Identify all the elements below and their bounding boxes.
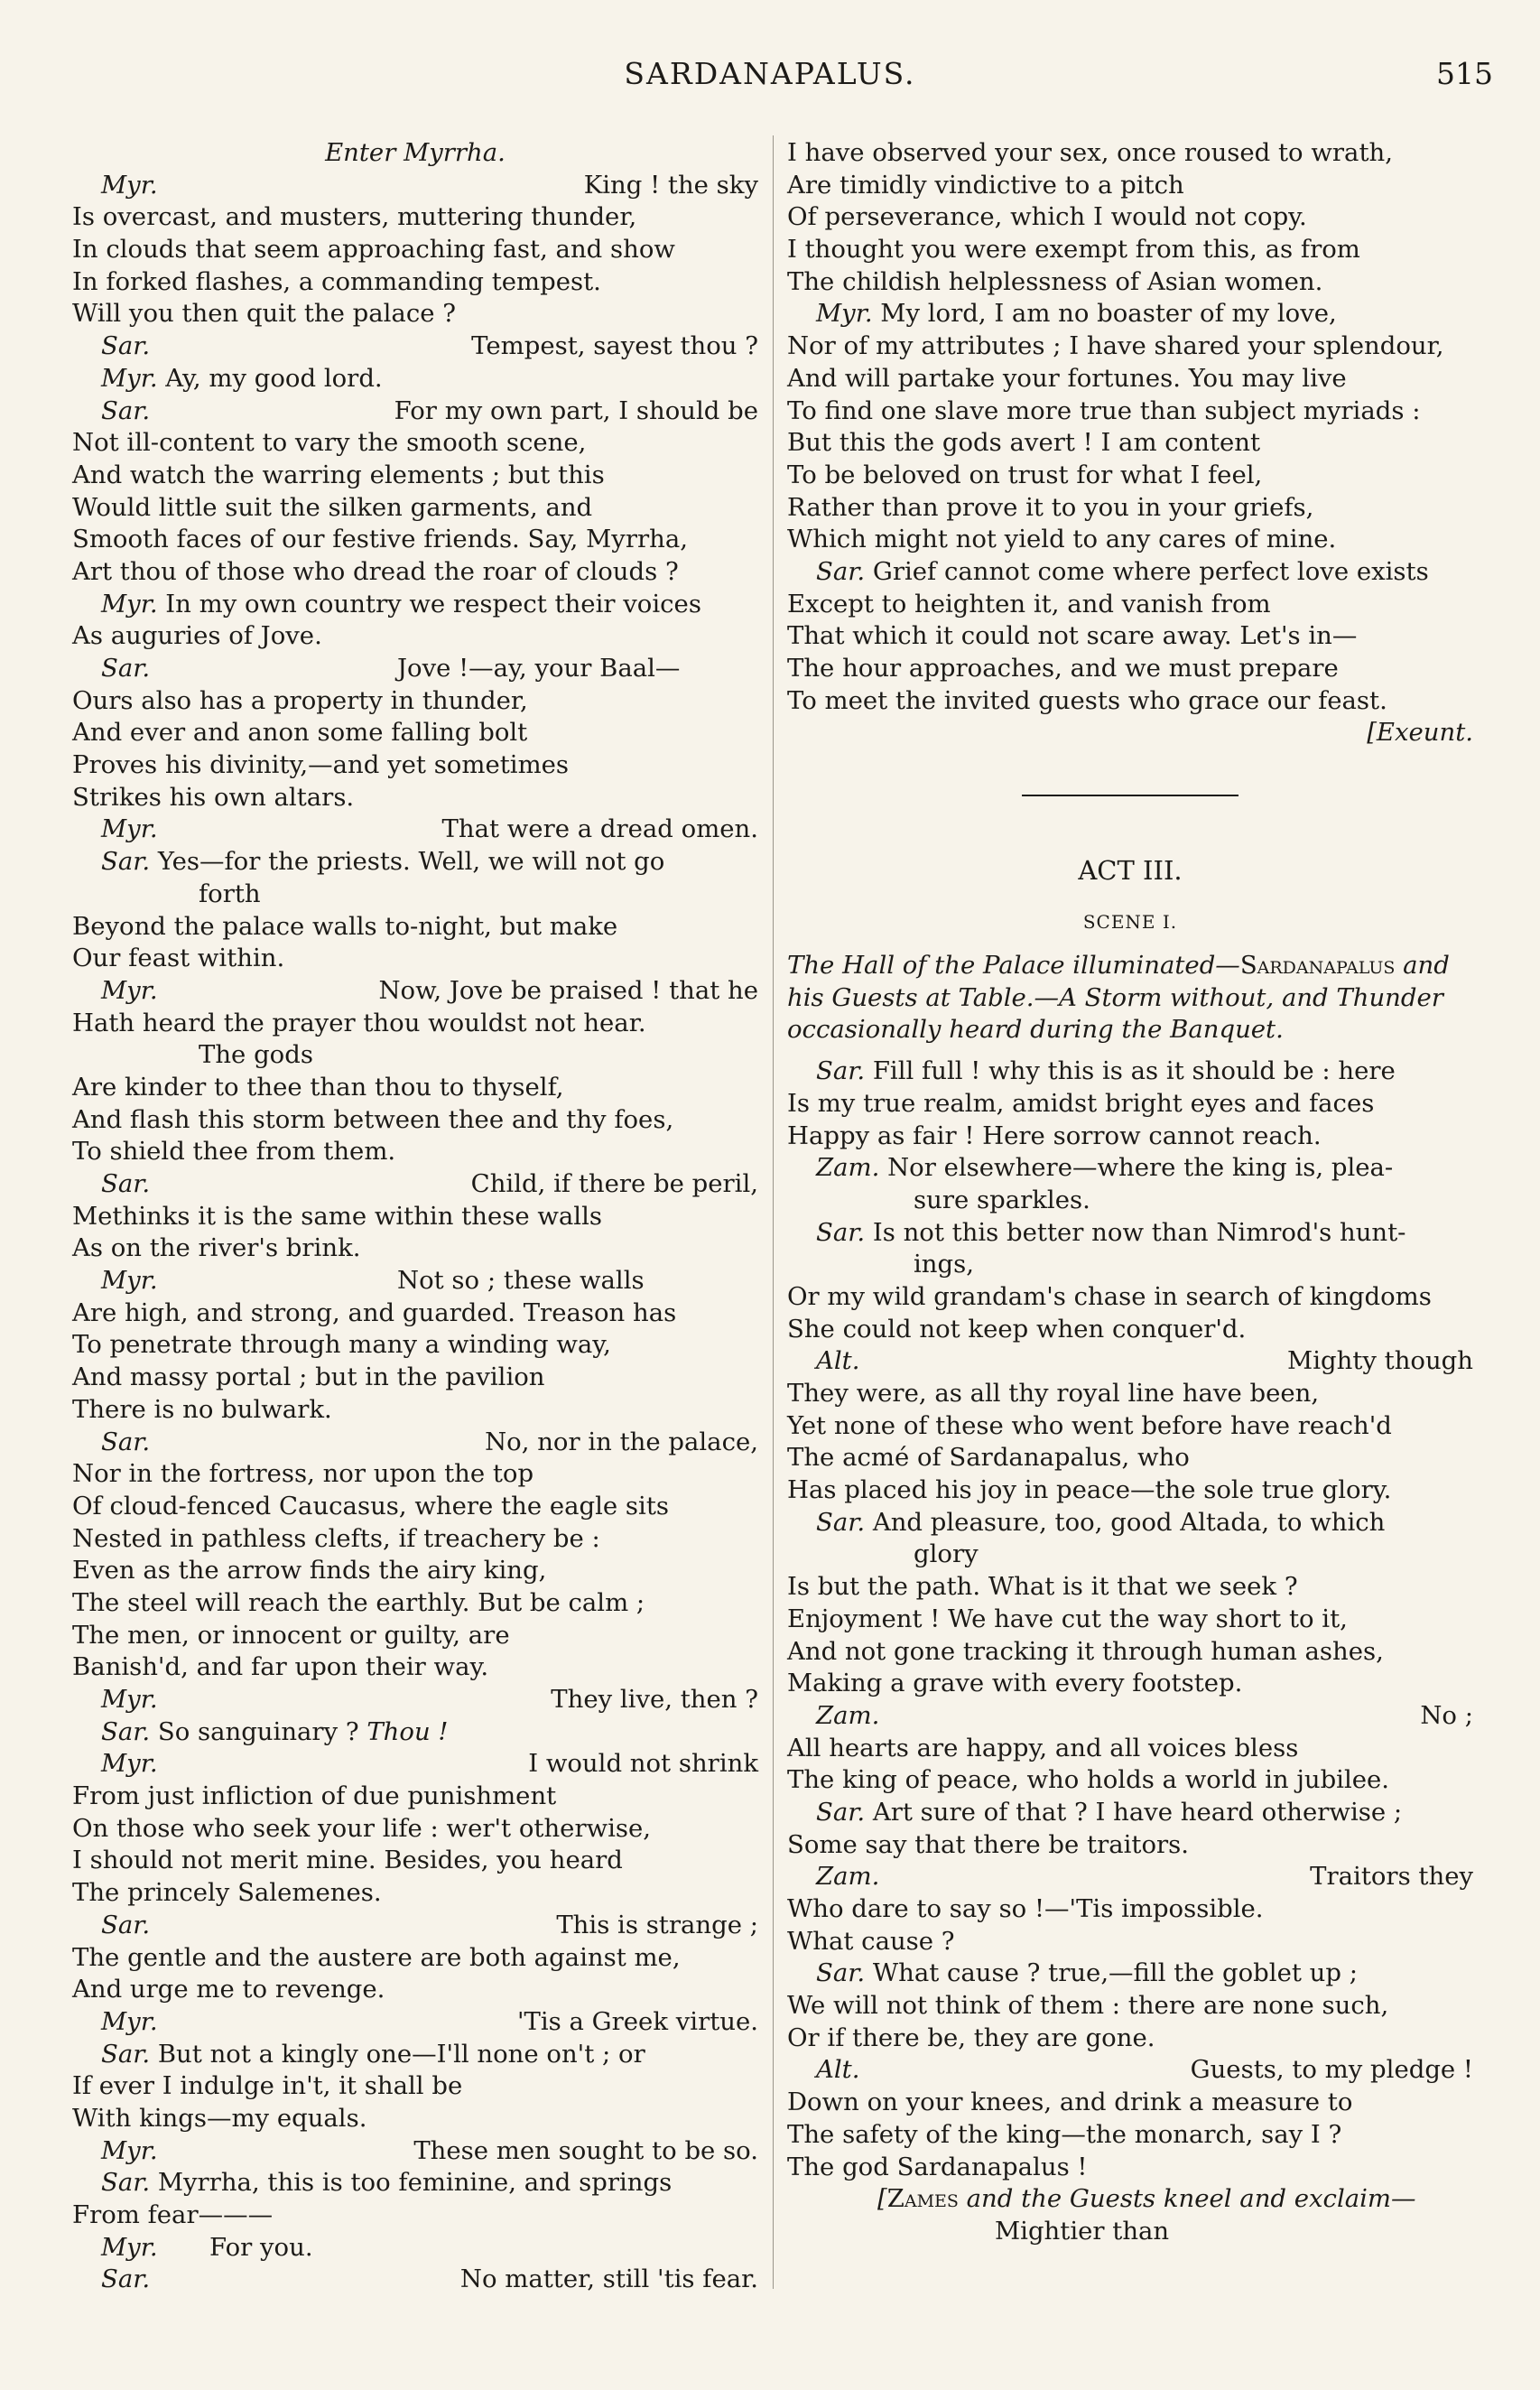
verse-line: To penetrate through many a winding way, bbox=[72, 1330, 611, 1360]
verse-line bbox=[72, 2167, 758, 2199]
verse-line bbox=[72, 1265, 758, 1297]
verse-line: The steel will reach the earthly. But be calm ; bbox=[72, 1587, 645, 1617]
speaker-name: Sar. bbox=[816, 1217, 866, 1247]
speech-text: King ! the sky bbox=[583, 170, 758, 200]
speech-text: No, nor in the palace, bbox=[485, 1427, 758, 1456]
verse-line: The king of peace, who holds a world in jubilee. bbox=[787, 1765, 1390, 1795]
speaker-name: Sar. bbox=[101, 1716, 151, 1746]
speech-text: For you. bbox=[209, 2232, 313, 2262]
verse-line: Rather than prove it to you in your griefs, bbox=[787, 492, 1314, 522]
verse-line bbox=[72, 2006, 758, 2039]
verse-line: Proves his divinity,—and yet sometimes bbox=[72, 750, 570, 780]
verse-line bbox=[72, 589, 758, 621]
verse-line: Enjoyment ! We have cut the way short to it, bbox=[787, 1604, 1348, 1633]
verse-line: Are timidly vindictive to a pitch bbox=[787, 170, 1184, 200]
verse-line bbox=[72, 653, 758, 685]
verse-line: And ever and anon some falling bolt bbox=[72, 718, 528, 748]
verse-line: Mightier than bbox=[995, 2216, 1170, 2246]
verse-line: Beyond the palace walls to-night, but make bbox=[72, 911, 618, 941]
speech-text: In my own country we respect their voices bbox=[157, 589, 701, 618]
scene-title: SCENE I. bbox=[1082, 911, 1178, 934]
speaker-name: Myr. bbox=[101, 2232, 158, 2262]
verse-line: The princely Salemenes. bbox=[72, 1878, 382, 1908]
verse-line: Yet none of these who went before have reach'd bbox=[787, 1410, 1392, 1440]
verse-line bbox=[72, 330, 758, 363]
verse-line: forth bbox=[199, 879, 261, 908]
verse-line: Down on your knees, and drink a measure to bbox=[787, 2088, 1353, 2117]
speech-text: No ; bbox=[1420, 1700, 1473, 1730]
column-divider bbox=[773, 135, 774, 2289]
verse-line: She could not keep when conquer'd. bbox=[787, 1314, 1247, 1344]
verse-line: ings, bbox=[914, 1250, 974, 1279]
act-title: ACT III. bbox=[1078, 855, 1183, 887]
verse-line: Nor in the fortress, nor upon the top bbox=[72, 1459, 534, 1489]
speech-text: So sanguinary ? bbox=[150, 1716, 367, 1746]
verse-line: Art thou of those who dread the roar of clouds ? bbox=[72, 556, 679, 586]
verse-line bbox=[72, 2135, 758, 2168]
verse-line bbox=[72, 170, 758, 202]
verse-line bbox=[72, 2264, 758, 2296]
right-column bbox=[787, 137, 1473, 2248]
speaker-name: Myr. bbox=[101, 1749, 158, 1779]
verse-line: Or if there be, they are gone. bbox=[787, 2023, 1155, 2052]
verse-line: From just infliction of due punishment bbox=[72, 1781, 557, 1811]
stage-direction-part2: and his Guests at Table.—A Storm without, and Thunder occasionally heard during the Banquet. bbox=[787, 951, 1450, 1045]
page-header bbox=[0, 56, 1540, 101]
speech-text: Now, Jove be praised ! that he bbox=[378, 975, 758, 1005]
verse-line bbox=[72, 846, 758, 879]
verse-line bbox=[72, 814, 758, 846]
speech-text: Nor elsewhere—where the king is, plea- bbox=[879, 1153, 1394, 1183]
verse-line: Ours also has a property in thunder, bbox=[72, 685, 528, 715]
verse-line: And massy portal ; but in the pavilion bbox=[72, 1362, 545, 1392]
verse-line: To meet the invited guests who grace our feast. bbox=[787, 685, 1387, 715]
speech-text: And pleasure, too, good Altada, to which bbox=[865, 1507, 1386, 1537]
speaker-name: Myr. bbox=[816, 299, 873, 329]
verse-line: Of cloud-fenced Caucasus, where the eagle sits bbox=[72, 1491, 669, 1520]
right-column-top bbox=[787, 137, 1473, 749]
verse-line: Methinks it is the same within these walls bbox=[72, 1201, 602, 1231]
speech-text: Not so ; these walls bbox=[397, 1266, 645, 1296]
speaker-name: Sar. bbox=[101, 847, 151, 877]
speech-text: Tempest, sayest thou ? bbox=[471, 331, 758, 361]
speech-text: My lord, I am no boaster of my love, bbox=[872, 299, 1337, 329]
stage-direction-part1: The Hall of the Palace illuminated— bbox=[787, 951, 1240, 981]
verse-line bbox=[787, 1700, 1473, 1733]
verse-line: Except to heighten it, and vanish from bbox=[787, 589, 1271, 618]
verse-line: To be beloved on trust for what I feel, bbox=[787, 460, 1263, 489]
verse-line: Are kinder to thee than thou to thyself, bbox=[72, 1072, 564, 1102]
speech-text: Yes—for the priests. Well, we will not go bbox=[150, 847, 665, 877]
verse-line bbox=[787, 1152, 1473, 1185]
verse-line bbox=[787, 556, 1473, 589]
speaker-name: Sar. bbox=[101, 2039, 151, 2069]
verse-line: In clouds that seem approaching fast, and show bbox=[72, 235, 675, 265]
verse-line: Has placed his joy in peace—the sole true glory. bbox=[787, 1475, 1392, 1505]
verse-line: Even as the arrow finds the airy king, bbox=[72, 1556, 547, 1586]
speaker-name: Sar. bbox=[101, 395, 151, 425]
verse-line: What cause ? bbox=[787, 1926, 955, 1956]
verse-line: Strikes his own altars. bbox=[72, 782, 355, 812]
verse-line: Who dare to say so !—'Tis impossible. bbox=[787, 1894, 1264, 1924]
speech-text: They live, then ? bbox=[551, 1685, 758, 1714]
verse-line: Some say that there be traitors. bbox=[787, 1829, 1190, 1859]
verse-line: sure sparkles. bbox=[914, 1185, 1090, 1214]
speech-text: Mighty though bbox=[1287, 1346, 1473, 1376]
verse-line: From fear——— bbox=[72, 2200, 274, 2229]
verse-line bbox=[787, 1958, 1473, 1990]
speaker-name: Myr. bbox=[101, 170, 158, 200]
speech-text: Fill full ! why this is as it should be : here bbox=[865, 1056, 1396, 1086]
verse-line bbox=[787, 1217, 1473, 1250]
verse-line: As on the river's brink. bbox=[72, 1233, 361, 1263]
speaker-name: Myr. bbox=[101, 814, 158, 844]
speech-text: This is strange ; bbox=[556, 1910, 758, 1939]
scene-stage-direction bbox=[787, 950, 1473, 1046]
verse-line: Is overcast, and musters, muttering thunder, bbox=[72, 202, 637, 232]
verse-line: That which it could not scare away. Let's in— bbox=[787, 621, 1358, 651]
verse-line: Will you then quit the palace ? bbox=[72, 299, 456, 329]
verse-line: The childish helplessness of Asian women. bbox=[787, 266, 1323, 296]
speaker-name: Myr. bbox=[101, 2135, 158, 2165]
speech-text: Myrrha, this is too feminine, and springs bbox=[150, 2168, 673, 2198]
running-title: SARDANAPALUS. bbox=[624, 56, 916, 91]
verse-line bbox=[787, 2054, 1473, 2087]
speech-text: 'Tis a Greek virtue. bbox=[516, 2006, 758, 2036]
verse-line: Or my wild grandam's chase in search of kingdoms bbox=[787, 1281, 1432, 1311]
verse-line: And urge me to revenge. bbox=[72, 1975, 385, 2004]
verse-line: If ever I indulge in't, it shall be bbox=[72, 2071, 463, 2101]
verse-line bbox=[72, 395, 758, 428]
verse-line: Hath heard the prayer thou wouldst not hear. bbox=[72, 1008, 646, 1037]
verse-line: Of perseverance, which I would not copy. bbox=[787, 202, 1307, 232]
stage-direction: [Exeunt. bbox=[1367, 718, 1473, 748]
verse-line bbox=[72, 1716, 758, 1749]
verse-line: Is but the path. What is it that we seek ? bbox=[787, 1572, 1298, 1602]
stage-direction-text: and the Guests kneel and exclaim— bbox=[958, 2184, 1416, 2214]
verse-line bbox=[72, 2039, 758, 2071]
verse-line bbox=[72, 1168, 758, 1201]
verse-line bbox=[787, 1345, 1473, 1378]
verse-line: Nor of my attributes ; I have shared your splendour, bbox=[787, 331, 1444, 361]
verse-line: And will partake your fortunes. You may live bbox=[787, 363, 1347, 393]
stage-direction bbox=[787, 2183, 1473, 2216]
speaker-name: Sar. bbox=[816, 556, 866, 586]
speaker-name: Sar. bbox=[816, 1797, 866, 1827]
verse-line: Happy as fair ! Here sorrow cannot reach. bbox=[787, 1121, 1322, 1150]
verse-line: Which might not yield to any cares of mine. bbox=[787, 525, 1337, 554]
left-column bbox=[72, 137, 758, 2296]
verse-line: Banish'd, and far upon their way. bbox=[72, 1652, 489, 1682]
speaker-name: Sar. bbox=[101, 1910, 151, 1939]
verse-line: As auguries of Jove. bbox=[72, 621, 322, 651]
verse-line: Nested in pathless clefts, if treachery be : bbox=[72, 1523, 600, 1553]
speech-text: Jove !—ay, your Baal— bbox=[397, 654, 681, 683]
speech-text: These men sought to be so. bbox=[413, 2135, 758, 2165]
verse-line: They were, as all thy royal line have been, bbox=[787, 1379, 1320, 1409]
speech-text: What cause ? true,—fill the goblet up ; bbox=[865, 1958, 1358, 1988]
verse-line: Smooth faces of our festive friends. Say, Myrrha, bbox=[72, 525, 688, 554]
speaker-name: Myr. bbox=[101, 2006, 158, 2036]
speech-text: Traitors they bbox=[1310, 1862, 1473, 1892]
verse-line: Would little suit the silken garments, and bbox=[72, 492, 593, 522]
speech-text: Grief cannot come where perfect love exists bbox=[865, 556, 1429, 586]
verse-line bbox=[787, 1507, 1473, 1539]
verse-line: The god Sardanapalus ! bbox=[787, 2152, 1088, 2181]
verse-line: Our feast within. bbox=[72, 944, 285, 973]
speech-text: Child, if there be peril, bbox=[470, 1169, 758, 1198]
verse-line: The men, or innocent or guilty, are bbox=[72, 1620, 510, 1650]
verse-line bbox=[72, 1748, 758, 1781]
verse-line: But this the gods avert ! I am content bbox=[787, 428, 1261, 458]
speaker-name: Sar. bbox=[101, 331, 151, 361]
verse-line: Not ill-content to vary the smooth scene, bbox=[72, 428, 587, 458]
verse-line: Is my true realm, amidst bright eyes and faces bbox=[787, 1088, 1375, 1118]
speaker-name: Sar. bbox=[101, 654, 151, 683]
verse-line: glory bbox=[914, 1539, 979, 1569]
verse-line: With kings—my equals. bbox=[72, 2103, 367, 2133]
speaker-name: Myr. bbox=[101, 1685, 158, 1714]
speaker-name: Zam. bbox=[816, 1862, 880, 1892]
verse-line: Making a grave with every footstep. bbox=[787, 1669, 1243, 1698]
bracket: [ bbox=[877, 2184, 887, 2214]
verse-line: I have observed your sex, once roused to wrath, bbox=[787, 138, 1393, 167]
speaker-name: Myr. bbox=[101, 363, 158, 393]
verse-line: I thought you were exempt from this, as from bbox=[787, 235, 1360, 265]
speech-text: Ay, my good lord. bbox=[157, 363, 383, 393]
verse-line: On those who seek your life : wer't otherwise, bbox=[72, 1813, 652, 1843]
speaker-name: Sar. bbox=[101, 1427, 151, 1456]
stage-direction-name: Sardanapalus bbox=[1239, 951, 1396, 981]
speech-text: No matter, still 'tis fear. bbox=[459, 2264, 758, 2294]
verse-line bbox=[72, 363, 758, 395]
verse-line: Are high, and strong, and guarded. Treason has bbox=[72, 1297, 677, 1327]
stage-direction-name: Zames bbox=[886, 2184, 959, 2214]
right-column-act bbox=[787, 1056, 1473, 2247]
verse-line: In forked flashes, a commanding tempest. bbox=[72, 266, 601, 296]
speaker-name: Sar. bbox=[101, 1169, 151, 1198]
verse-line bbox=[72, 1684, 758, 1716]
verse-line bbox=[72, 2232, 758, 2264]
speaker-name: Alt. bbox=[816, 1346, 860, 1376]
speech-text: Art sure of that ? I have heard otherwise ; bbox=[865, 1797, 1403, 1827]
stage-direction: Enter Myrrha. bbox=[325, 138, 506, 167]
verse-line: And watch the warring elements ; but this bbox=[72, 460, 605, 489]
speaker-name: Myr. bbox=[101, 589, 158, 618]
act-divider-rule bbox=[1022, 795, 1238, 796]
verse-line bbox=[72, 1910, 758, 1942]
speech-text: Guests, to my pledge ! bbox=[1190, 2055, 1473, 2085]
verse-line bbox=[787, 1056, 1473, 1088]
verse-line bbox=[787, 298, 1473, 330]
verse-line: We will not think of them : there are none such, bbox=[787, 1991, 1389, 2021]
verse-line: And not gone tracking it through human ashes, bbox=[787, 1636, 1384, 1666]
verse-line: The gods bbox=[199, 1040, 313, 1070]
speaker-name: Sar. bbox=[816, 1958, 866, 1988]
verse-line: The acmé of Sardanapalus, who bbox=[787, 1443, 1190, 1473]
verse-line bbox=[72, 975, 758, 1008]
page-number: 515 bbox=[1436, 56, 1493, 91]
speaker-name: Sar. bbox=[101, 2264, 151, 2294]
verse-line: And flash this storm between thee and thy foes, bbox=[72, 1104, 674, 1134]
verse-line: To shield thee from them. bbox=[72, 1137, 396, 1167]
speaker-name: Sar. bbox=[816, 1507, 866, 1537]
speaker-name: Myr. bbox=[101, 975, 158, 1005]
speech-text: Is not this better now than Nimrod's hunt- bbox=[865, 1217, 1406, 1247]
verse-line: I should not merit mine. Besides, you heard bbox=[72, 1846, 623, 1875]
speech-text: I would not shrink bbox=[528, 1749, 758, 1779]
verse-line: The gentle and the austere are both against me, bbox=[72, 1942, 681, 1972]
verse-line: All hearts are happy, and all voices bless bbox=[787, 1733, 1299, 1762]
speaker-name: Myr. bbox=[101, 1266, 158, 1296]
speaker-name: Sar. bbox=[101, 2168, 151, 2198]
speech-text: For my own part, I should be bbox=[394, 395, 758, 425]
speech-emphasis: Thou ! bbox=[366, 1716, 449, 1746]
verse-line bbox=[787, 1797, 1473, 1829]
verse-line: There is no bulwark. bbox=[72, 1394, 332, 1424]
verse-line: The hour approaches, and we must prepare bbox=[787, 654, 1339, 683]
speech-text: But not a kingly one—I'll none on't ; or bbox=[150, 2039, 645, 2069]
speech-text: That were a dread omen. bbox=[441, 814, 758, 844]
verse-line bbox=[787, 1861, 1473, 1893]
speaker-name: Alt. bbox=[816, 2055, 860, 2085]
verse-line bbox=[72, 1427, 758, 1459]
verse-line: The safety of the king—the monarch, say I ? bbox=[787, 2119, 1342, 2149]
speaker-name: Sar. bbox=[816, 1056, 866, 1086]
speaker-name: Zam. bbox=[816, 1700, 880, 1730]
verse-line: To find one slave more true than subject myriads : bbox=[787, 395, 1421, 425]
speaker-name: Zam. bbox=[816, 1153, 880, 1183]
